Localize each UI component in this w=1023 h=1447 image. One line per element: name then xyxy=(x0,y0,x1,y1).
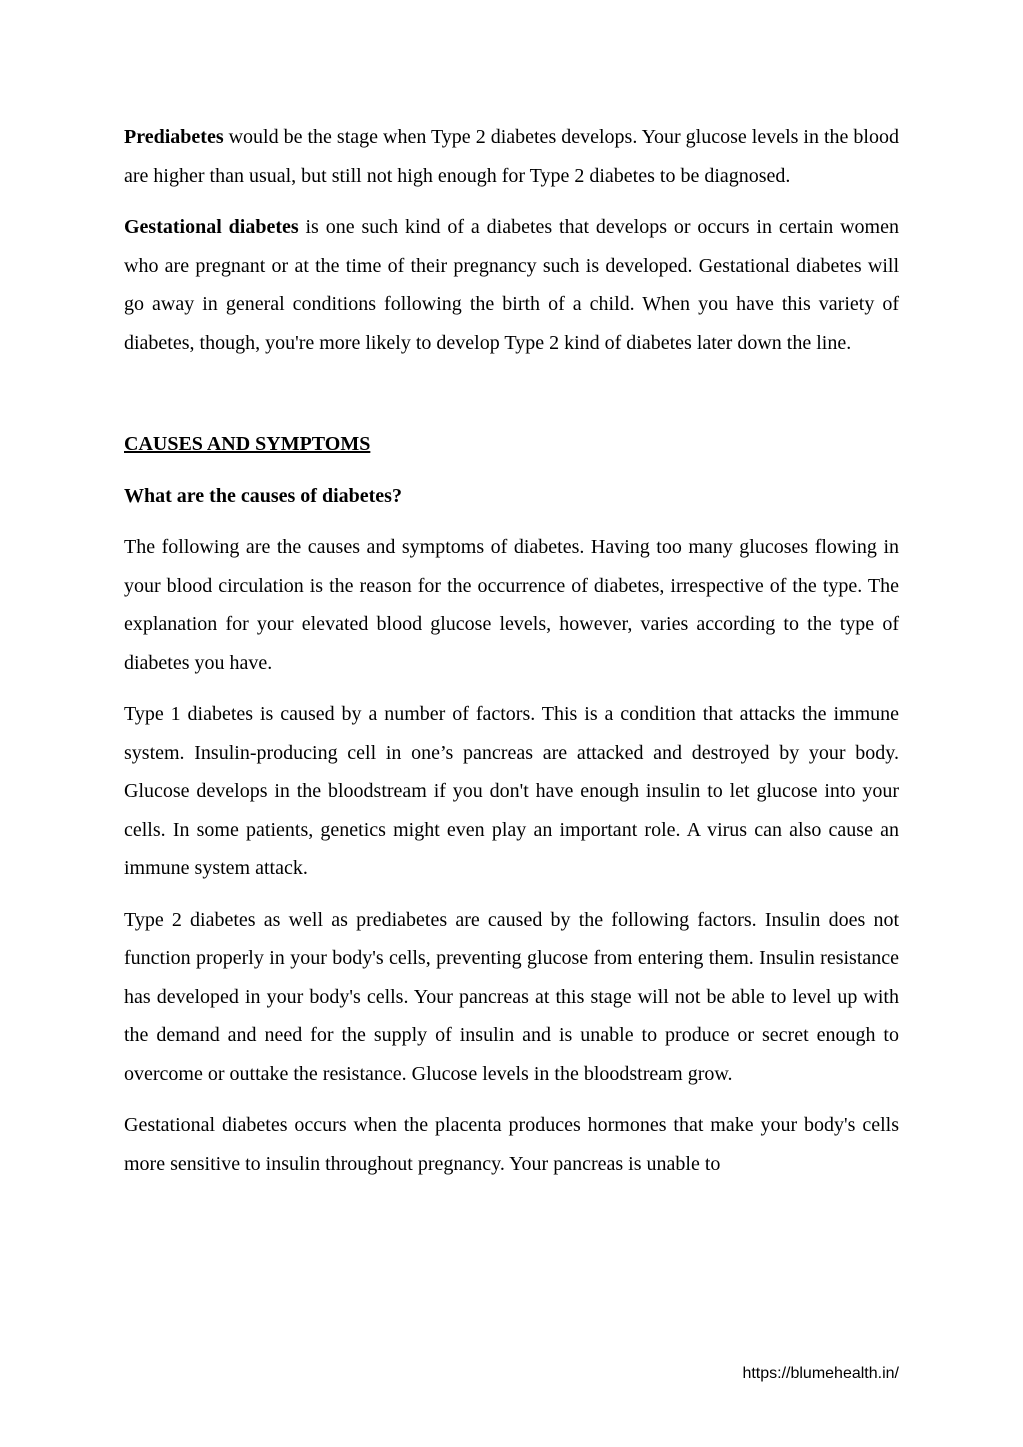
body-paragraph-gestational: Gestational diabetes occurs when the placenta produces hormones that make your body's cells more sensitive to insulin throughout pregnancy. Your pancreas is unable to xyxy=(124,1114,899,1175)
body-paragraph-type2: Type 2 diabetes as well as prediabetes are caused by the following factors. Insulin does not function properly in your body's cells, preventing glucose from entering them. Insulin resistance has developed in your body's cells. Your pancreas at this stage will not be able to level up with the demand and need for the supply of insulin and is unable to produce or secret enough to overcome or outtake the resistance. Glucose levels in the bloodstream grow. xyxy=(124,908,899,1085)
prediabetes-text: would be the stage when Type 2 diabetes develops. Your glucose levels in the blood are higher than usual, but still not high enough for Type 2 diabetes to be diagnosed. xyxy=(124,126,899,187)
footer-url[interactable]: https://blumehealth.in/ xyxy=(742,1365,899,1382)
document-page xyxy=(124,118,899,1196)
section-subheading: What are the causes of diabetes? xyxy=(124,484,402,507)
gestational-text: is one such kind of a diabetes that develops or occurs in certain women who are pregnant or at the time of their pregnancy such is developed. Gestational diabetes will go away in general conditions following the birth of a child. When you have this variety of diabetes, though, you're more likely to develop Type 2 kind of diabetes later down the line. xyxy=(124,216,899,354)
gestational-paragraph xyxy=(124,208,899,362)
gestational-term: Gestational diabetes xyxy=(124,216,299,238)
prediabetes-paragraph xyxy=(124,118,899,195)
prediabetes-term: Prediabetes xyxy=(124,126,224,148)
body-paragraph-type1: Type 1 diabetes is caused by a number of factors. This is a condition that attacks the immune system. Insulin-producing cell in one’s pancreas are attacked and destroyed by your body. Glucose develops in the bloodstream if you don't have enough insulin to let glucose into your cells. In some patients, genetics might even play an important role. A virus can also cause an immune system attack. xyxy=(124,703,899,879)
body-paragraph-causes-intro: The following are the causes and symptoms of diabetes. Having too many glucoses flowing in your blood circulation is the reason for the occurrence of diabetes, irrespective of the type. The explanation for your elevated blood glucose levels, however, varies according to the type of diabetes you have. xyxy=(124,536,899,674)
section-heading: CAUSES AND SYMPTOMS xyxy=(124,433,371,455)
